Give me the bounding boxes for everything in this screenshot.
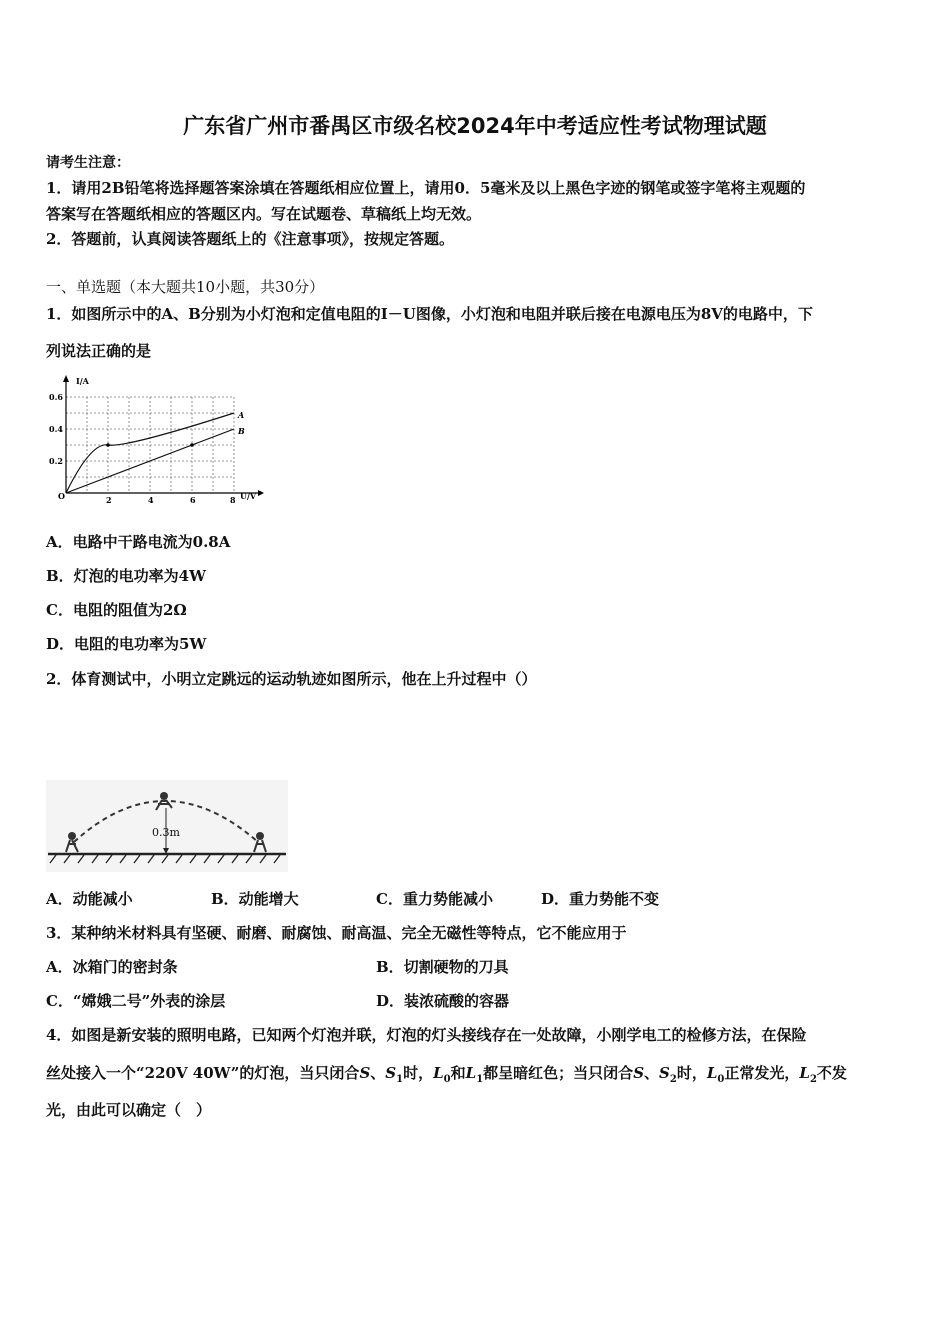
- point-b-6v: [190, 443, 194, 447]
- q4-sym-s2: S: [659, 1064, 670, 1082]
- q4-text-c: 和: [450, 1064, 466, 1082]
- q1-option-c: C．电阻的阻值为2Ω: [46, 601, 187, 619]
- q3-option-d: D．装浓硫酸的容器: [376, 992, 510, 1010]
- q2-option-d: D．重力势能不变: [541, 890, 660, 908]
- q4-text-a: 丝处接入一个“220V 40W”的灯泡，当只闭合: [46, 1064, 360, 1082]
- q4-sym-s1: S: [385, 1064, 397, 1082]
- q4-sub-l0: 0: [443, 1074, 451, 1085]
- q1-option-d: D．电阻的电功率为5W: [46, 635, 207, 653]
- q4-sym-s-2: S: [633, 1064, 645, 1082]
- q4-text-f: 正常发光，: [724, 1064, 800, 1082]
- q1-stem-line-1: 1．如图所示中的A、B分别为小灯泡和定值电阻的I－U图像，小灯泡和电阻并联后接在电源电压为8V的电路中，下: [46, 305, 813, 323]
- q3-option-a: A．冰箱门的密封条: [46, 958, 178, 976]
- q3-option-b: B．切割硬物的刀具: [376, 958, 509, 976]
- q3-stem: 3．某种纳米材料具有坚硬、耐磨、耐腐蚀、耐高温、完全无磁性等特点，它不能应用于: [46, 924, 627, 942]
- q4-sym-l2: L: [799, 1064, 810, 1082]
- graph-grid: [66, 397, 234, 493]
- q4-line-1: 4．如图是新安装的照明电路，已知两个灯泡并联，灯泡的灯头接线存在一处故障，小刚学电工的检修方法，在保险: [46, 1026, 807, 1044]
- q2-option-c: C．重力势能减小: [376, 890, 493, 908]
- x-axis-arrow-icon: [258, 490, 264, 496]
- long-jump-figure: [46, 780, 288, 872]
- q4-sub-l2: 2: [809, 1074, 817, 1085]
- notice-line-3: 2．答题前，认真阅读答题纸上的《注意事项》，按规定答题。: [46, 230, 454, 248]
- x-tick-2: 2: [106, 495, 112, 505]
- q2-option-b: B．动能增大: [211, 890, 299, 908]
- q1-option-a: A．电路中干路电流为0.8A: [46, 533, 231, 551]
- q2-option-a: A．动能减小: [46, 890, 133, 908]
- point-a-2v: [106, 443, 110, 447]
- q4-sep-2: 、: [644, 1064, 660, 1082]
- q4-text-g: 不发: [816, 1064, 847, 1082]
- q3-option-c: C．“嫦娥二号”外表的涂层: [46, 992, 226, 1010]
- x-tick-6: 6: [190, 495, 196, 505]
- q4-sub-s1: 1: [396, 1074, 404, 1085]
- notice-line-2: 答案写在答题纸相应的答题区内。写在试题卷、草稿纸上均无效。: [46, 205, 482, 223]
- q4-sub-l1: 1: [476, 1074, 484, 1085]
- y-tick-0.6: 0.6: [49, 392, 63, 402]
- q4-sym-l1: L: [465, 1064, 477, 1082]
- q4-line-3: 光，由此可以确定（ ）: [46, 1101, 212, 1119]
- q1-stem-line-2: 列说法正确的是: [46, 342, 152, 360]
- y-tick-0.2: 0.2: [49, 456, 63, 466]
- y-axis-arrow-icon: [63, 375, 69, 382]
- q4-sub-s2: 2: [669, 1074, 677, 1085]
- height-label: 0.3m: [152, 826, 180, 839]
- q4-line-2: [46, 1062, 847, 1085]
- q4-text-e: 时，: [676, 1064, 707, 1082]
- q1-option-b: B．灯泡的电功率为4W: [46, 567, 206, 585]
- x-tick-4: 4: [148, 495, 154, 505]
- notice-line-1: 1．请用2B铅笔将选择题答案涂填在答题纸相应位置上，请用0．5毫米及以上黑色字迹的钢笔或签字笔将主观题的: [46, 179, 806, 197]
- origin-label: O: [58, 491, 65, 501]
- iu-graph: [46, 372, 266, 512]
- section-heading: 一、单选题（本大题共10小题，共30分）: [46, 278, 325, 296]
- curve-a-label: A: [238, 410, 245, 420]
- notice-heading: 请考生注意：: [46, 155, 130, 171]
- y-tick-0.4: 0.4: [49, 424, 63, 434]
- q4-sym-s: S: [359, 1064, 371, 1082]
- q4-text-b: 时，: [403, 1064, 434, 1082]
- y-axis-label: I/A: [76, 376, 89, 386]
- q4-sub-l0-b: 0: [717, 1074, 725, 1085]
- q2-stem: 2．体育测试中，小明立定跳远的运动轨迹如图所示，他在上升过程中（）: [46, 670, 537, 688]
- line-b-label: B: [238, 426, 245, 436]
- q4-text-d: 都呈暗红色；当只闭合: [483, 1064, 634, 1082]
- x-tick-8: 8: [230, 495, 236, 505]
- x-axis-label: U/V: [240, 491, 257, 501]
- page-title: 广东省广州市番禺区市级名校2024年中考适应性考试物理试题: [183, 114, 767, 138]
- q4-sep-1: 、: [370, 1064, 386, 1082]
- q4-sym-l0: L: [433, 1064, 444, 1082]
- q4-sym-l0-b: L: [706, 1064, 718, 1082]
